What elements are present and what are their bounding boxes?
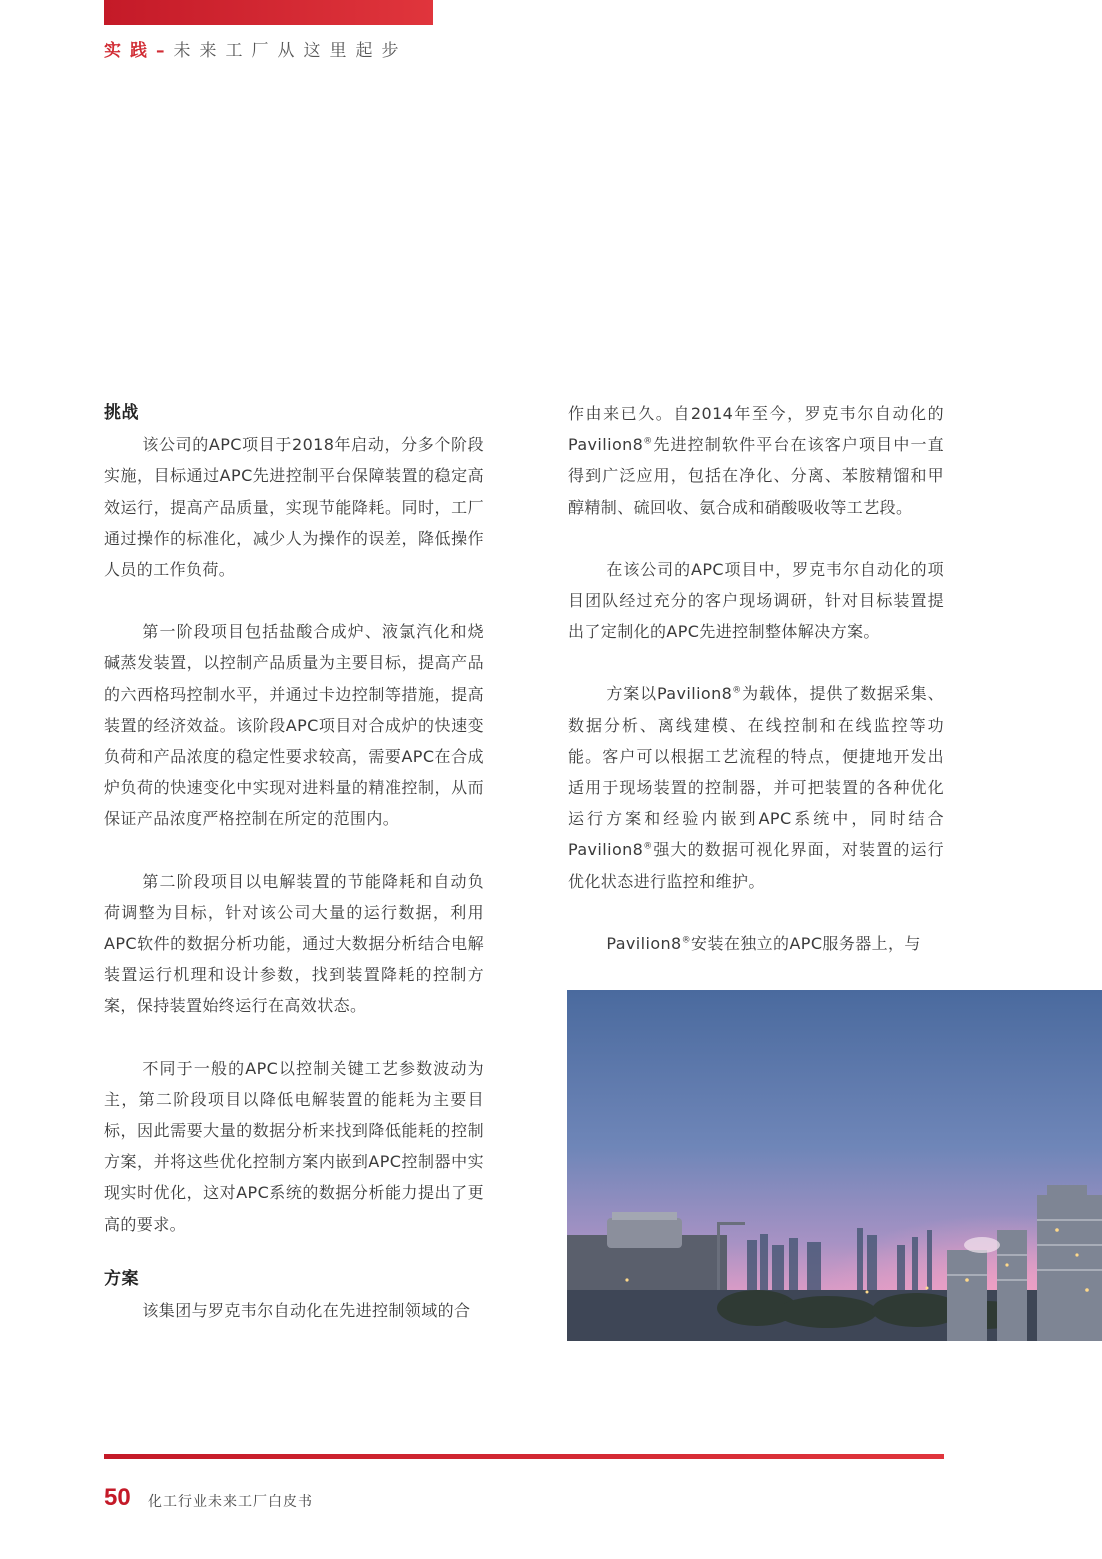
paragraph: 该集团与罗克韦尔自动化在先进控制领域的合 bbox=[142, 1301, 471, 1321]
section-header-separator: – bbox=[156, 41, 174, 61]
registered-mark: ® bbox=[681, 935, 692, 946]
page-number: 50 bbox=[104, 1484, 131, 1511]
paragraph: 第一阶段项目包括盐酸合成炉、液氯汽化和烧碱蒸发装置，以控制产品质量为主要目标，提高产品的六西格玛控制水平，并通过卡边控制等措施，提高装置的经济效益。该阶段APC项目对合成炉的快速变负荷和产品浓度的稳定性要求较高，需要APC在合成炉负荷的快速变化中实现对进料量的精准控制，从而保证产品浓度严格控制在所定的范围内。 bbox=[104, 622, 484, 829]
footer-title: 化工行业未来工厂白皮书 bbox=[148, 1494, 313, 1510]
text-run: 作由来已久。自2014年至今，罗克韦尔自动化的Pavilion8 bbox=[568, 404, 944, 455]
footer-red-rule bbox=[104, 1454, 944, 1459]
text-run: Pavilion8 bbox=[606, 933, 682, 953]
paragraph: 该公司的APC项目于2018年启动，分多个阶段实施，目标通过APC先进控制平台保障装置的稳定高效运行，提高产品质量，实现节能降耗。同时，工厂通过操作的标准化，减少人为操作的误差，降低操作人员的工作负荷。 bbox=[104, 435, 484, 580]
text-run: 安装在独立的APC服务器上，与 bbox=[691, 933, 921, 953]
plant-illustration bbox=[567, 990, 1102, 1341]
chemical-plant-dusk-photo bbox=[567, 990, 1102, 1341]
header-red-bar bbox=[104, 0, 433, 25]
registered-mark: ® bbox=[643, 842, 653, 853]
paragraph: 在该公司的APC项目中，罗克韦尔自动化的项目团队经过充分的客户现场调研，针对目标装置提出了定制化的APC先进控制整体解决方案。 bbox=[568, 559, 944, 642]
section-header-accent: 实践 bbox=[104, 41, 156, 61]
paragraph bbox=[568, 928, 944, 959]
paragraph bbox=[568, 398, 944, 523]
heading-challenge: 挑战 bbox=[104, 403, 139, 423]
paragraph: 第二阶段项目以电解装置的节能降耗和自动负荷调整为目标，针对该公司大量的运行数据，利用APC软件的数据分析功能，通过大数据分析结合电解装置运行机理和设计参数，找到装置降耗的控制方案，保持装置始终运行在高效状态。 bbox=[104, 871, 484, 1016]
section-header-rest: 未来工厂从这里起步 bbox=[173, 41, 408, 61]
registered-mark: ® bbox=[732, 686, 742, 697]
registered-mark: ® bbox=[643, 436, 653, 447]
text-run: 强大的数据可视化界面，对装置的运行优化状态进行监控和维护。 bbox=[568, 840, 944, 891]
section-header bbox=[104, 36, 408, 61]
paragraph bbox=[568, 678, 944, 896]
right-column bbox=[568, 398, 944, 959]
left-column bbox=[104, 398, 484, 1326]
heading-solution: 方案 bbox=[104, 1268, 139, 1289]
text-run: 先进控制软件平台在该客户项目中一直得到广泛应用，包括在净化、分离、苯胺精馏和甲醇精制、硫回收、氨合成和硝酸吸收等工艺段。 bbox=[568, 435, 944, 517]
paragraph: 不同于一般的APC以控制关键工艺参数波动为主，第二阶段项目以降低电解装置的能耗为主要目标，因此需要大量的数据分析来找到降低能耗的控制方案，并将这些优化控制方案内嵌到APC控制器中实现实时优化，这对APC系统的数据分析能力提出了更高的要求。 bbox=[104, 1058, 484, 1234]
text-run: 方案以Pavilion8 bbox=[606, 684, 733, 704]
text-run: 为载体，提供了数据采集、数据分析、离线建模、在线控制和在线监控等功能。客户可以根据工艺流程的特点，便捷地开发出适用于现场装置的控制器，并可把装置的各种优化运行方案和经验内嵌到APC系统中，同时结合Pavilion8 bbox=[568, 684, 944, 860]
